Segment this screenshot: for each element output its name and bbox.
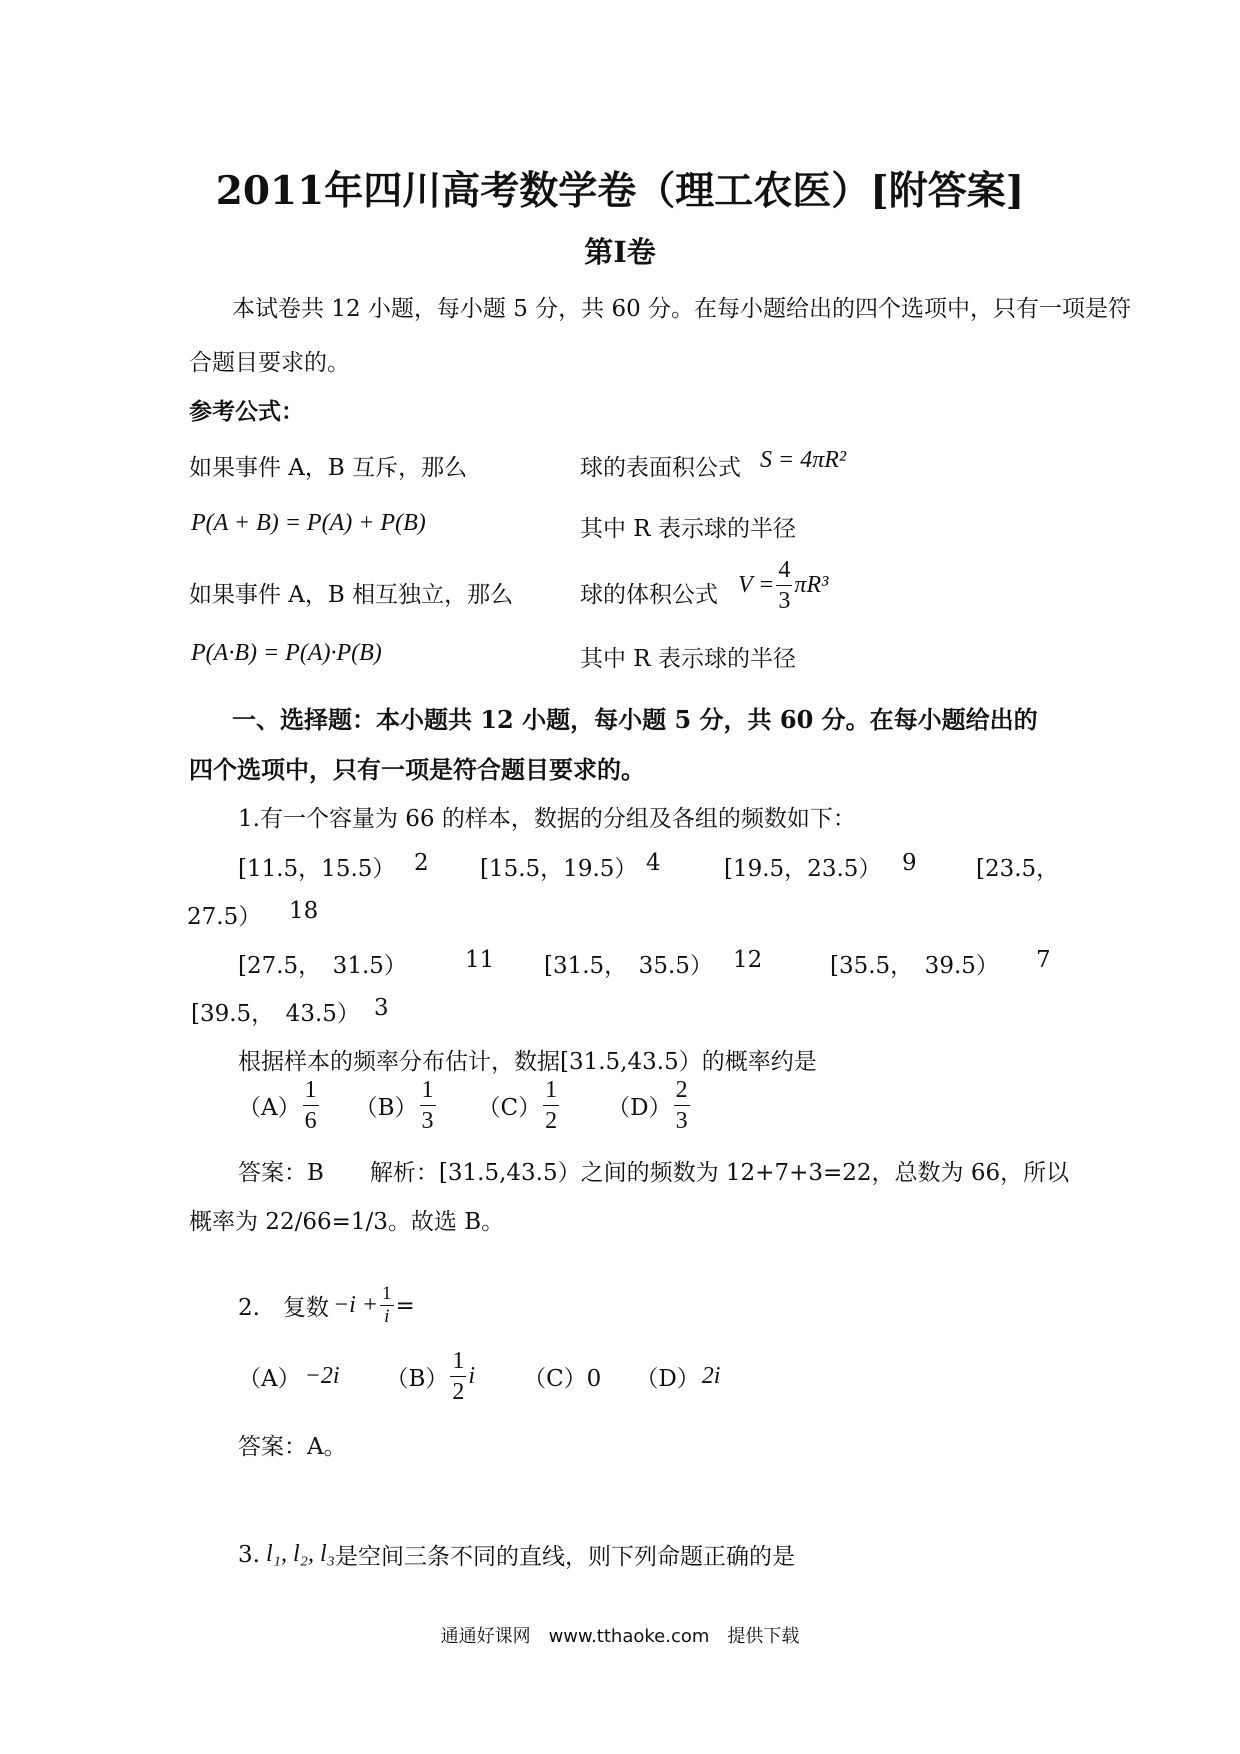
q2-option-a[interactable] xyxy=(238,1360,340,1393)
q1-option-c-den: 2 xyxy=(545,1108,558,1134)
q1-option-d-fraction xyxy=(674,1075,690,1136)
reference-row1-right-label: 球的表面积公式 xyxy=(580,455,741,481)
reference-row4-right: 其中 R 表示球的半径 xyxy=(580,646,796,672)
q1-group-5: [27.5， 31.5） xyxy=(238,953,407,979)
q1-stem: 1.有一个容量为 66 的样本，数据的分组及各组的频数如下： xyxy=(238,806,856,832)
footer-credit: 通通好课网 www.tthaoke.com 提供下载 xyxy=(440,1626,800,1647)
q1-options xyxy=(238,1075,692,1136)
q3-prefix: 3. xyxy=(238,1541,260,1568)
q1-option-c-num: 1 xyxy=(543,1075,559,1106)
sphere-area-formula: S = 4πR² xyxy=(760,447,847,473)
q1-option-b-label: （B） xyxy=(354,1095,418,1121)
q2-option-d[interactable] xyxy=(635,1360,720,1393)
q1-count-7: 7 xyxy=(1036,947,1051,973)
q1-count-4: 18 xyxy=(289,898,319,924)
q1-count-1: 2 xyxy=(414,850,429,876)
reference-row4-formula: P(A·B) = P(A)·P(B) xyxy=(191,640,382,666)
q1-question: 根据样本的频率分布估计，数据[31.5,43.5）的概率约是 xyxy=(238,1049,817,1075)
q2-stem-fraction-num: 1 xyxy=(382,1283,392,1304)
q3-stem-text: 是空间三条不同的直线，则下列命题正确的是 xyxy=(335,1544,795,1570)
q1-option-a[interactable] xyxy=(238,1075,321,1136)
q3-stem xyxy=(238,1538,795,1571)
q1-count-2: 4 xyxy=(646,850,661,876)
section-heading-line-1: 一、选择题：本小题共 12 小题，每小题 5 分，共 60 分。在每小题给出的 xyxy=(232,705,1038,734)
sphere-volume-formula xyxy=(738,555,828,616)
q2-option-b-num: 1 xyxy=(450,1346,466,1377)
q1-option-b-den: 3 xyxy=(421,1108,434,1134)
reference-row1-left: 如果事件 A，B 互斥，那么 xyxy=(189,455,468,481)
q1-group-1: [11.5，15.5） xyxy=(238,856,396,882)
q1-group-6: [31.5， 35.5） xyxy=(544,953,713,979)
q1-group-3: [19.5，23.5） xyxy=(724,856,882,882)
q2-stem-fraction-den: i xyxy=(384,1306,390,1327)
intro-line-1: 本试卷共 12 小题，每小题 5 分，共 60 分。在每小题给出的四个选项中，只有一项是符 xyxy=(232,296,1132,322)
q2-options xyxy=(238,1346,720,1407)
q2-option-a-value: −2i xyxy=(304,1363,340,1389)
q1-option-a-fraction xyxy=(303,1075,319,1136)
q2-option-c[interactable]: （C）0 xyxy=(523,1366,602,1392)
q1-option-d[interactable] xyxy=(607,1075,691,1136)
reference-heading: 参考公式： xyxy=(189,398,304,425)
q1-group-8: [39.5， 43.5） xyxy=(191,1001,360,1027)
q2-stem-prefix: 2. 复数 xyxy=(238,1295,329,1321)
q2-stem-suffix: = xyxy=(395,1292,415,1319)
q2-option-b-label: （B） xyxy=(385,1366,449,1392)
q1-group-4-end: 27.5） xyxy=(187,904,262,930)
q1-option-c-label: （C） xyxy=(477,1095,542,1121)
q3-lines: l₁, l₂, l₃ xyxy=(265,1541,335,1567)
reference-row2-right: 其中 R 表示球的半径 xyxy=(580,516,796,542)
q1-count-3: 9 xyxy=(902,850,917,876)
volume-fraction-numerator: 4 xyxy=(776,555,792,586)
q1-count-5: 11 xyxy=(465,947,495,973)
q1-option-a-label: （A） xyxy=(238,1095,301,1121)
q1-option-d-num: 2 xyxy=(674,1075,690,1106)
q1-group-4-start: [23.5， xyxy=(976,856,1060,882)
q2-stem-math: −i + xyxy=(332,1292,379,1318)
volume-fraction xyxy=(776,555,792,616)
q2-stem xyxy=(238,1283,415,1328)
q2-option-b-fraction xyxy=(450,1346,466,1407)
q2-option-b-suffix: i xyxy=(468,1363,476,1389)
q2-option-b-den: 2 xyxy=(452,1379,465,1405)
q1-option-a-den: 6 xyxy=(304,1108,317,1134)
q1-answer-line-2: 概率为 22/66=1/3。故选 B。 xyxy=(189,1209,505,1235)
reference-row2-formula: P(A + B) = P(A) + P(B) xyxy=(191,510,426,536)
section-heading-line-2: 四个选项中，只有一项是符合题目要求的。 xyxy=(189,755,645,784)
volume-rhs: πR³ xyxy=(794,572,829,598)
volume-fraction-denominator: 3 xyxy=(778,588,791,614)
q1-count-6: 12 xyxy=(733,947,763,973)
q2-answer: 答案：A。 xyxy=(238,1434,347,1460)
intro-line-2: 合题目要求的。 xyxy=(189,350,350,376)
q1-option-b-num: 1 xyxy=(420,1075,436,1106)
q1-group-7: [35.5， 39.5） xyxy=(830,953,999,979)
q1-group-2: [15.5，19.5） xyxy=(480,856,638,882)
page-title: 2011年四川高考数学卷（理工农医）[附答案] xyxy=(215,168,1025,214)
q2-option-a-label: （A） xyxy=(238,1366,301,1392)
reference-row3-left: 如果事件 A，B 相互独立，那么 xyxy=(189,582,514,608)
q1-option-a-num: 1 xyxy=(303,1075,319,1106)
q1-option-d-label: （D） xyxy=(607,1095,672,1121)
reference-row3-right-label: 球的体积公式 xyxy=(580,582,718,608)
q1-option-d-den: 3 xyxy=(675,1108,688,1134)
q2-option-d-label: （D） xyxy=(635,1366,700,1392)
q2-option-d-value: 2i xyxy=(701,1363,721,1389)
q2-stem-fraction xyxy=(380,1283,394,1328)
volume-lhs: V = xyxy=(738,572,775,598)
q2-option-b[interactable] xyxy=(386,1346,476,1407)
q1-count-8: 3 xyxy=(374,995,389,1021)
q1-option-b-fraction xyxy=(420,1075,436,1136)
section-subtitle: 第Ⅰ卷 xyxy=(584,235,656,269)
q1-option-c[interactable] xyxy=(478,1075,562,1136)
q1-option-c-fraction xyxy=(543,1075,559,1136)
q1-option-b[interactable] xyxy=(355,1075,438,1136)
q1-answer-line-1: 答案：B 解析：[31.5,43.5）之间的频数为 12+7+3=22，总数为 66，所以 xyxy=(238,1160,1070,1186)
